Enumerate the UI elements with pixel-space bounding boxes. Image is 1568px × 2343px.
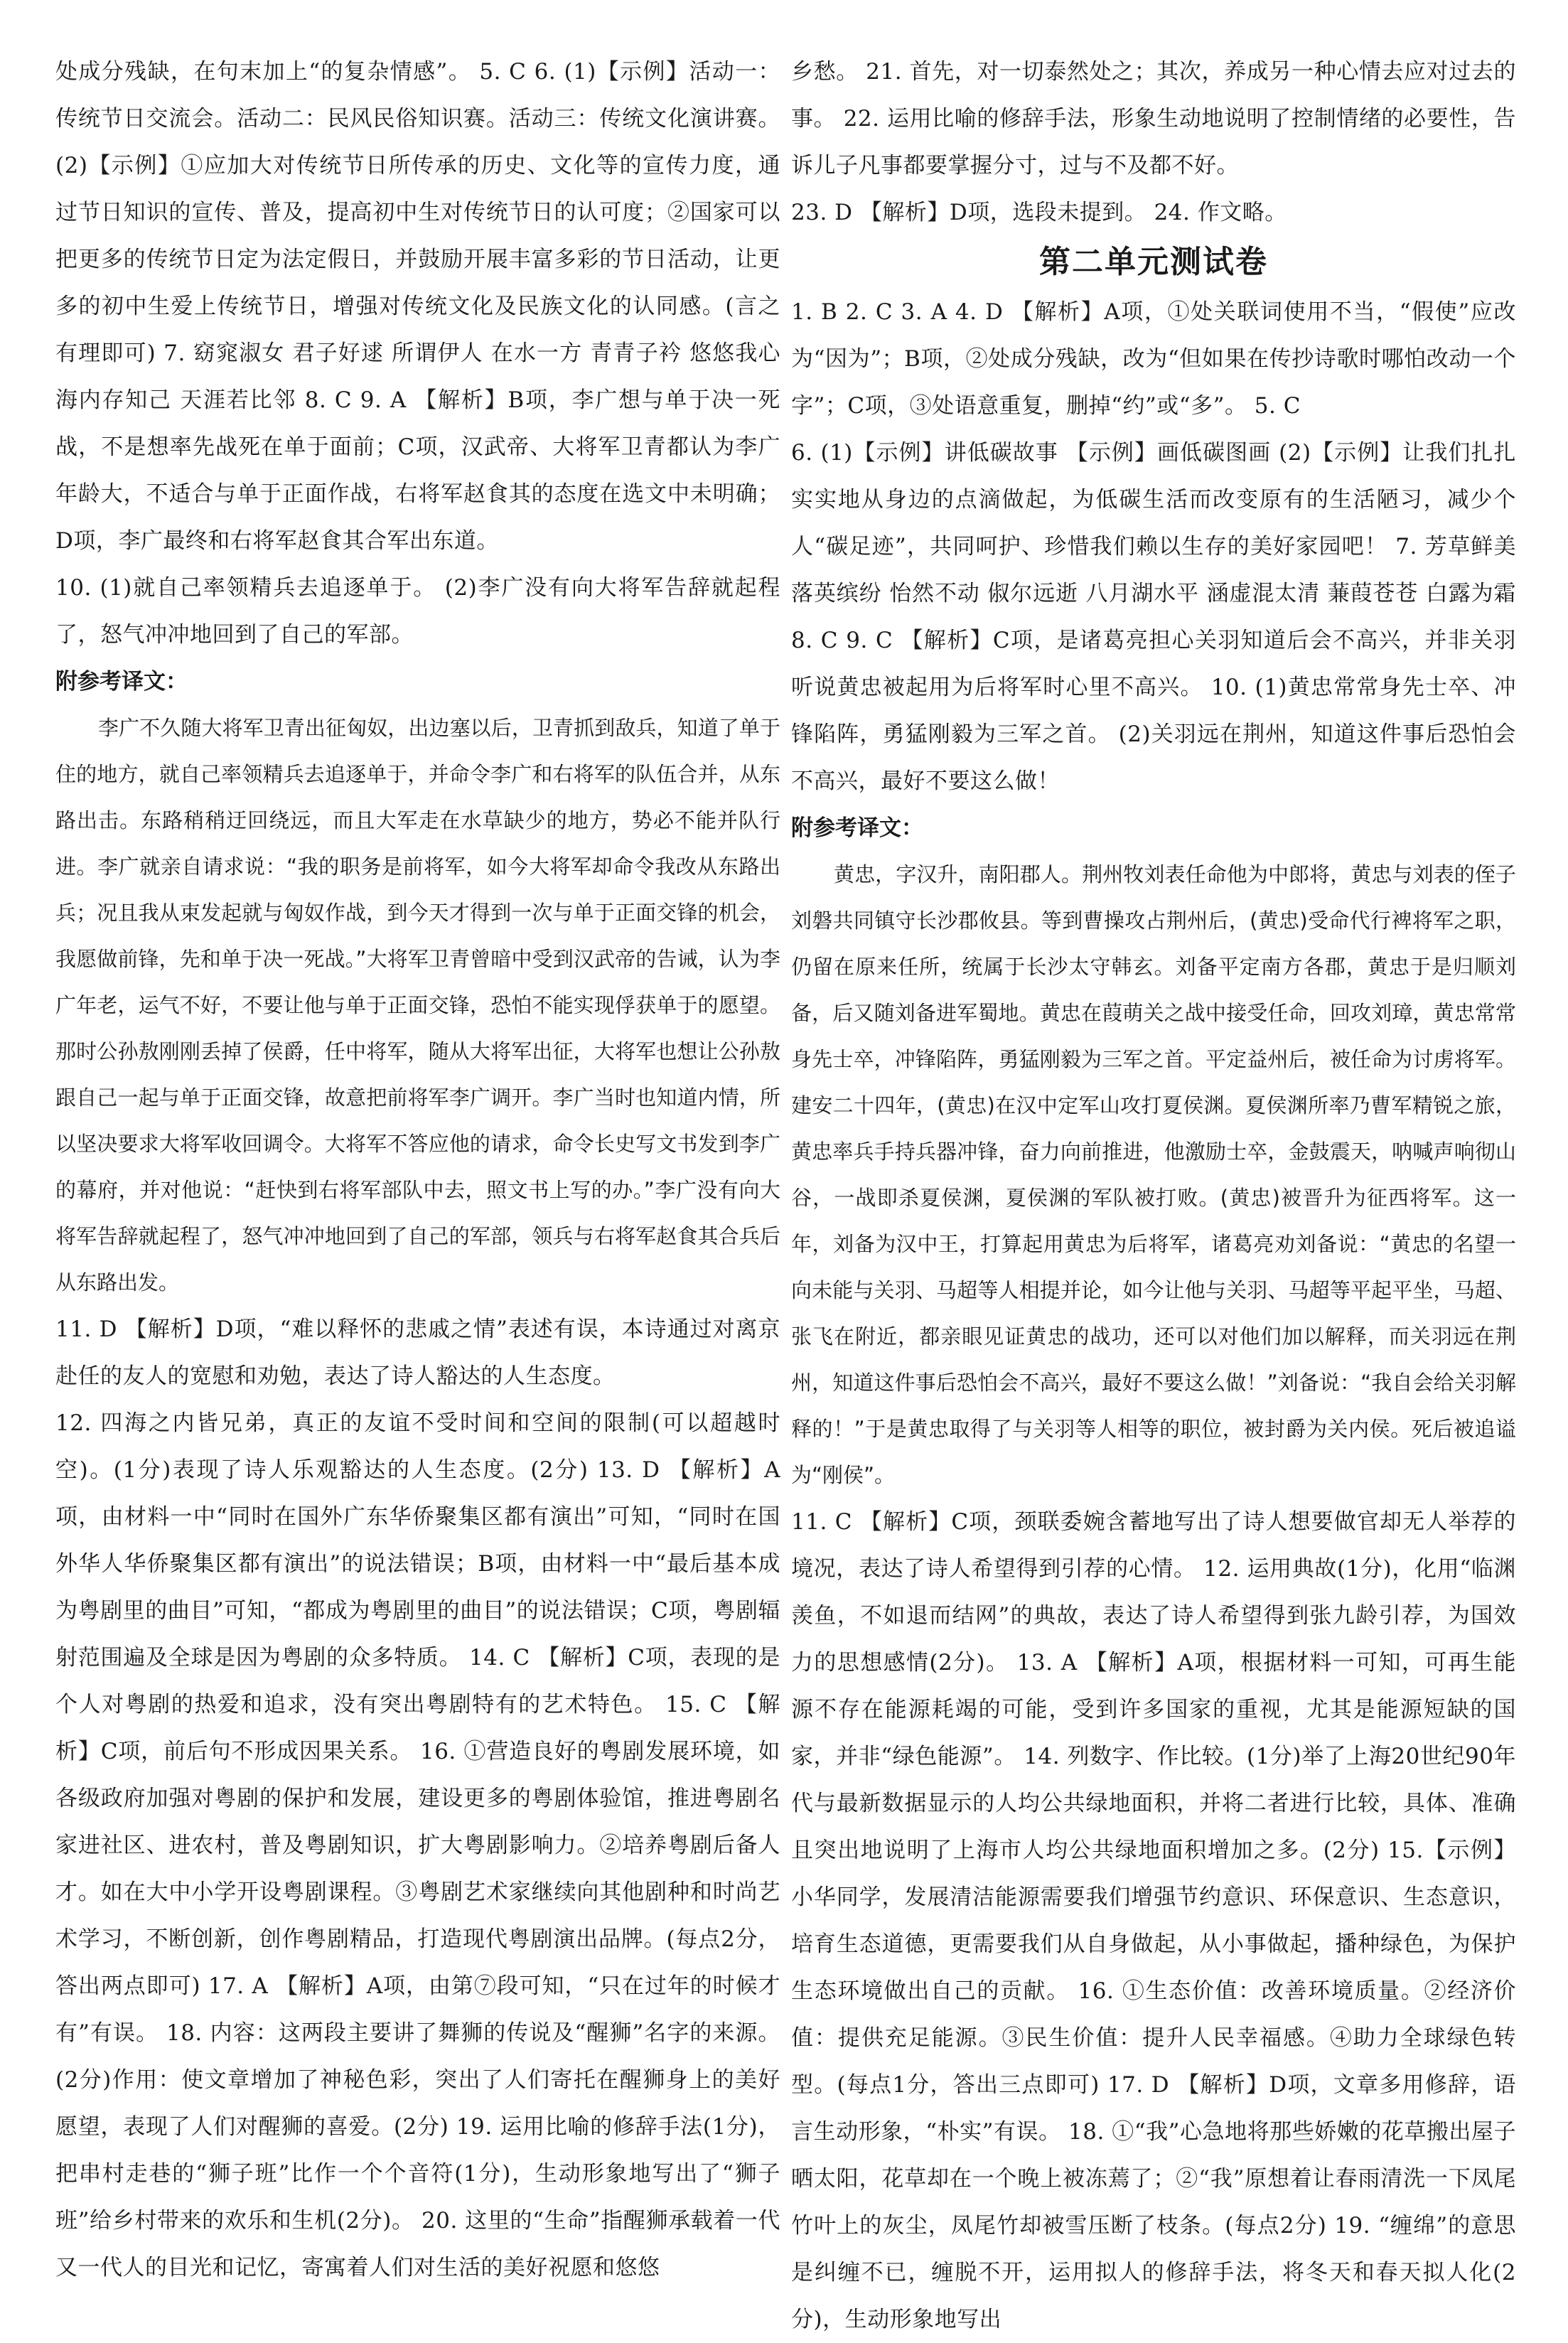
translation-text: 李广不久随大将军卫青出征匈奴，出边塞以后，卫青抓到敌兵，知道了单于住的地方，就自己率领精兵去追逐单于，并命令李广和右将军的队伍合并，从东路出击。东路稍稍迂回绕远，而且大军走在水草缺少的地方，势必不能并队行进。李广就亲自请求说：“我的职务是前将军，如今大将军却命令我改从东路出兵；况且我从束发起就与匈奴作战，到今天才得到一次与单于正面交锋的机会，我愿做前锋，先和单于决一死战。”大将军卫青曾暗中受到汉武帝的告诫，认为李广年老，运气不好，不要让他与单于正面交锋，恐怕不能实现俘获单于的愿望。那时公孙敖刚刚丢掉了侯爵，任中将军，随从大将军出征，大将军也想让公孙敖跟自己一起与单于正面交锋，故意把前将军李广调开。李广当时也知道内情，所以坚决要求大将军收回调令。大将军不答应他的请求，命令长史写文书发到李广的幕府，并对他说：“赶快到右将军部队中去，照文书上写的办。”李广没有向大将军告辞就起程了，怒气冲冲地回到了自己的军部，领兵与右将军赵食其合兵后从东路出发。 bbox=[55, 716, 780, 1294]
answer-block-unit1-part1: 处成分残缺，在句末加上“的复杂情感”。 5. C 6. (1)【示例】活动一：传统节日交流会。活动二：民风民俗知识赛。活动三：传统文化演讲赛。 (2)【示例】①应加大对传统节日所传承的历史、文化等的宣传力度，通过节日知识的宣传、普及，提高初中生对传统节日的认可度；②国家可以把更多的传统节日定为法定假日，并鼓励开展丰富多彩的节日活动，让更多的初中生爱上传统节日，增强对传统文化及民族文化的认同感。(言之有理即可) 7. 窈窕淑女 君子好逑 所谓伊人 在水一方 青青子衿 悠悠我心 海内存知己 天涯若比邻 8. C 9. A 【解析】B项，李广想与单于决一死战，不是想率先战死在单于面前；C项，汉武帝、大将军卫青都认为李广年龄大，不适合与单于正面作战，右将军赵食其的态度在选文中未明确；D项，李广最终和右将军赵食其合军出东道。 bbox=[55, 59, 780, 554]
translation-text: 黄忠，字汉升，南阳郡人。荆州牧刘表任命他为中郎将，黄忠与刘表的侄子刘磐共同镇守长沙郡攸县。等到曹操攻占荆州后，(黄忠)受命代行裨将军之职，仍留在原来任所，统属于长沙太守韩玄。刘备平定南方各郡，黄忠于是归顺刘备，后又随刘备进军蜀地。黄忠在葭萌关之战中接受任命，回攻刘璋，黄忠常常身先士卒，冲锋陷阵，勇猛刚毅为三军之首。平定益州后，被任命为讨虏将军。建安二十四年，(黄忠)在汉中定军山攻打夏侯渊。夏侯渊所率乃曹军精锐之旅，黄忠率兵手持兵器冲锋，奋力向前推进，他激励士卒，金鼓震天，呐喊声响彻山谷，一战即杀夏侯渊，夏侯渊的军队被打败。(黄忠)被晋升为征西将军。这一年，刘备为汉中王，打算起用黄忠为后将军，诸葛亮劝刘备说：“黄忠的名望一向未能与关羽、马超等人相提并论，如今让他与关羽、马超等平起平坐，马超、张飞在附近，都亲眼见证黄忠的战功，还可以对他们加以解释，而关羽远在荆州，知道这件事后恐怕会不高兴，最好不要这么做！”刘备说：“我自会给关羽解释的！”于是黄忠取得了与关羽等人相等的职位，被封爵为关内侯。死后被追谥为“刚侯”。 bbox=[791, 862, 1516, 1487]
answer-q11: 11. D 【解析】D项，“难以释怀的悲戚之情”表述有误，本诗通过对离京赴任的友人的宽慰和劝勉，表达了诗人豁达的人生态度。 bbox=[55, 1317, 780, 1389]
answer-unit2-q11-19: 11. C 【解析】C项，颈联委婉含蓄地写出了诗人想要做官却无人举荐的境况，表达了诗人希望得到引荐的心情。 12. 运用典故(1分)，化用“临渊羡鱼，不如退而结网”的典故，表达了诗人希望得到张九龄引荐，为国效力的思想感情(2分)。 13. A 【解析】A项，根据材料一可知，可再生能源不存在能源耗竭的可能，受到许多国家的重视，尤其是能源短缺的国家，并非“绿色能源”。 14. 列数字、作比较。(1分)举了上海20世纪90年代与最新数据显示的人均公共绿地面积，并将二者进行比较，具体、准确且突出地说明了上海市人均公共绿地面积增加之多。(2分) 15.【示例】小华同学，发展清洁能源需要我们增强节约意识、环保意识、生态意识，培育生态道德，更需要我们从自身做起，从小事做起，播种绿色，为保护生态环境做出自己的贡献。 16. ①生态价值：改善环境质量。②经济价值：提供充足能源。③民生价值：提升人民幸福感。④助力全球绿色转型。(每点1分，答出三点即可) 17. D 【解析】D项，文章多用修辞，语言生动形象，“朴实”有误。 18. ①“我”心急地将那些娇嫩的花草搬出屋子晒太阳，花草却在一个晚上被冻蔫了；②“我”原想着让春雨清洗一下凤尾竹叶上的灰尘，凤尾竹却被雪压断了枝条。(每点2分) 19. “缠绵”的意思是纠缠不已，缠脱不开，运用拟人的修辞手法，将冬天和春天拟人化(2分)，生动形象地写出 bbox=[791, 1509, 1516, 2332]
answer-unit2-q1-5: 1. B 2. C 3. A 4. D 【解析】A项，①处关联词使用不当，“假使”应改为“因为”；B项，②处成分残缺，改为“但如果在传抄诗歌时哪怕改动一个字”；C项，③处语意重复，删掉“约”或“多”。 5. C bbox=[791, 299, 1516, 419]
right-column bbox=[791, 48, 1516, 2343]
left-column bbox=[55, 48, 780, 2291]
answer-block-unit1-part3: 乡愁。 21. 首先，对一切泰然处之；其次，养成另一种心情去应对过去的事。 22. 运用比喻的修辞手法，形象生动地说明了控制情绪的必要性，告诉儿子凡事都要掌握分寸，过与不及都不好。 bbox=[791, 59, 1516, 178]
answer-q23-24: 23. D 【解析】D项，选段未提到。 24. 作文略。 bbox=[791, 200, 1287, 225]
answer-unit2-q6-10: 6. (1)【示例】讲低碳故事 【示例】画低碳图画 (2)【示例】让我们扎扎实实地从身边的点滴做起，为低碳生活而改变原有的生活陋习，减少个人“碳足迹”，共同呵护、珍惜我们赖以生存的美好家园吧！ 7. 芳草鲜美 落英缤纷 怡然不动 俶尔远逝 八月湖水平 涵虚混太清 蒹葭苍苍 白露为霜 8. C 9. C 【解析】C项，是诸葛亮担心关羽知道后会不高兴，并非关羽听说黄忠被起用为后将军时心里不高兴。 10. (1)黄忠常常身先士卒、冲锋陷阵，勇猛刚毅为三军之首。 (2)关羽远在荆州，知道这件事后恐怕会不高兴，最好不要这么做！ bbox=[791, 440, 1516, 794]
translation-heading: 附参考译文： bbox=[55, 669, 188, 695]
translation-heading: 附参考译文： bbox=[791, 815, 923, 841]
answer-block-unit1-part2: 12. 四海之内皆兄弟，真正的友谊不受时间和空间的限制(可以超越时空)。(1分)表现了诗人乐观豁达的人生态度。(2分) 13. D 【解析】A项，由材料一中“同时在国外广东华侨聚集区都有演出”可知，“同时在国外华人华侨聚集区都有演出”的说法错误；B项，由材料一中“最后基本成为粤剧里的曲目”可知，“都成为粤剧里的曲目”的说法错误；C项，粤剧辐射范围遍及全球是因为粤剧的众多特质。 14. C 【解析】C项，表现的是个人对粤剧的热爱和追求，没有突出粤剧特有的艺术特色。 15. C 【解析】C项，前后句不形成因果关系。 16. ①营造良好的粤剧发展环境，如各级政府加强对粤剧的保护和发展，建设更多的粤剧体验馆，推进粤剧名家进社区、进农村，普及粤剧知识，扩大粤剧影响力。②培养粤剧后备人才。如在大中小学开设粤剧课程。③粤剧艺术家继续向其他剧种和时尚艺术学习，不断创新，创作粤剧精品，打造现代粤剧演出品牌。(每点2分，答出两点即可) 17. A 【解析】A项，由第⑦段可知，“只在过年的时候才有”有误。 18. 内容：这两段主要讲了舞狮的传说及“醒狮”名字的来源。(2分)作用：使文章增加了神秘色彩，突出了人们寄托在醒狮身上的美好愿望，表现了人们对醒狮的喜爱。(2分) 19. 运用比喻的修辞手法(1分)，把串村走巷的“狮子班”比作一个个音符(1分)，生动形象地写出了“狮子班”给乡村带来的欢乐和生机(2分)。 20. 这里的“生命”指醒狮承载着一代又一代人的目光和记忆，寄寓着人们对生活的美好祝愿和悠悠 bbox=[55, 1410, 780, 2280]
answer-q10: 10. (1)就自己率领精兵去追逐单于。 (2)李广没有向大将军告辞就起程了，怒气冲冲地回到了自己的军部。 bbox=[55, 575, 780, 648]
section-title: 第二单元测试卷 bbox=[1039, 244, 1268, 280]
